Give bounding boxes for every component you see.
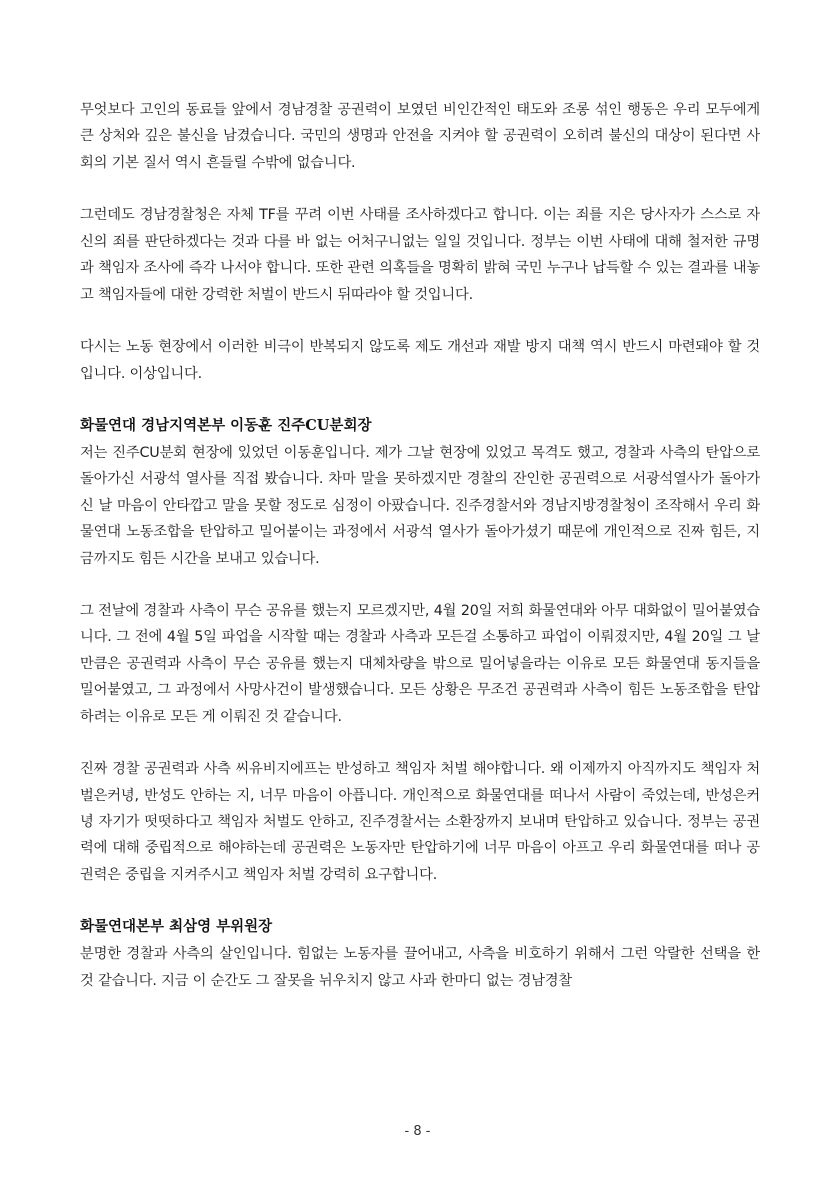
paragraph-3: 다시는 노동 현장에서 이러한 비극이 반복되지 않도록 제도 개선과 재발 방지 대책 역시 반드시 마련돼야 할 것입니다. 이상입니다. [80, 339, 760, 382]
paragraph-gap [80, 308, 760, 334]
paragraph-gap [80, 176, 760, 202]
paragraph-4: 저는 진주CU분회 현장에 있었던 이동훈입니다. 제가 그날 현장에 있었고 목격도 했고, 경찰과 사측의 탄압으로 돌아가신 서광석 열사를 직접 봤습니다. 차마 말을 못하겠지만 경찰의 잔인한 공권력으로 서광석열사가 돌아가신 날 마음이 안타깝고 말을 못할 정도로 심정이 아팠습니다. 진주경찰서와 경남지방경찰청이 조작해서 우리 화물연대 노동조합을 탄압하고 밀어붙이는 과정에서 서광석 열사가 돌아가셨기 때문에 개인적으로 진짜 힘든, 지금까지도 힘든 시간을 보내고 있습니다. [80, 444, 760, 567]
paragraph-gap [80, 888, 760, 914]
speaker-heading-2: 화물연대본부 최삼영 부위원장 [80, 918, 273, 936]
paragraph-6: 진짜 경찰 공권력과 사측 씨유비지에프는 반성하고 책임자 처벌 해야합니다. 왜 이제까지 아직까지도 책임자 처벌은커녕, 반성도 안하는 지, 너무 마음이 아픕니다. 개인적으로 화물연대를 떠나서 사람이 죽었는데, 반성은커녕 자기가 떳떳하다고 책임자 처벌도 안하고, 진주경찰서는 소환장까지 보내며 탄압하고 있습니다. 정부는 공권력에 대해 중립적으로 해야하는데 공권력은 노동자만 탄압하기에 너무 마음이 아프고 우리 화물연대를 떠나 공권력은 중립을 지켜주시고 책임자 처벌 강력히 요구합니다. [80, 761, 760, 883]
paragraph-1: 무엇보다 고인의 동료들 앞에서 경남경찰 공권력이 보였던 비인간적인 태도와 조롱 섞인 행동은 우리 모두에게 큰 상처와 깊은 불신을 남겼습니다. 국민의 생명과 안전을 지켜야 할 공권력이 오히려 불신의 대상이 된다면 사회의 기본 질서 역시 흔들릴 수밖에 없습니다. [80, 102, 760, 171]
page-number: - 8 - [404, 1124, 431, 1139]
paragraph-5: 그 전날에 경찰과 사측이 무슨 공유를 했는지 모르겠지만, 4월 20일 저희 화물연대와 아무 대화없이 밀어붙였습니다. 그 전에 4월 5일 파업을 시작할 때는 경찰과 사측과 모든걸 소통하고 파업이 이뤄졌지만, 4월 20일 그 날 만큼은 공권력과 사측이 무슨 공유를 했는지 대체차량을 밖으로 밀어넣을라는 이유로 모든 화물연대 동지들을 밀어붙였고, 그 과정에서 사망사건이 발생했습니다. 모든 상황은 무조건 공권력과 사측이 힘든 노동조합을 탄압하려는 이유로 모든 게 이뤄진 것 같습니다. [80, 602, 760, 725]
paragraph-gap [80, 730, 760, 756]
paragraph-7: 분명한 경찰과 사측의 살인입니다. 힘없는 노동자를 끌어내고, 사측을 비호하기 위해서 그런 악랄한 선택을 한 것 같습니다. 지금 이 순간도 그 잘못을 뉘우치지 않고 사과 한마디 없는 경남경찰 [80, 946, 760, 989]
speaker-heading-1: 화물연대 경남지역본부 이동훈 진주CU분회장 [80, 416, 372, 434]
document-body [80, 97, 760, 994]
paragraph-gap [80, 387, 760, 413]
paragraph-2: 그런데도 경남경찰청은 자체 TF를 꾸려 이번 사태를 조사하겠다고 합니다. 이는 죄를 지은 당사자가 스스로 자신의 죄를 판단하겠다는 것과 다를 바 없는 어처구니없는 일일 것입니다. 정부는 이번 사태에 대해 철저한 규명과 책임자 조사에 즉각 나서야 합니다. 또한 관련 의혹들을 명확히 밝혀 국민 누구나 납득할 수 있는 결과를 내놓고 책임자들에 대한 강력한 처벌이 반드시 뒤따라야 할 것입니다. [80, 207, 760, 303]
paragraph-gap [80, 572, 760, 598]
